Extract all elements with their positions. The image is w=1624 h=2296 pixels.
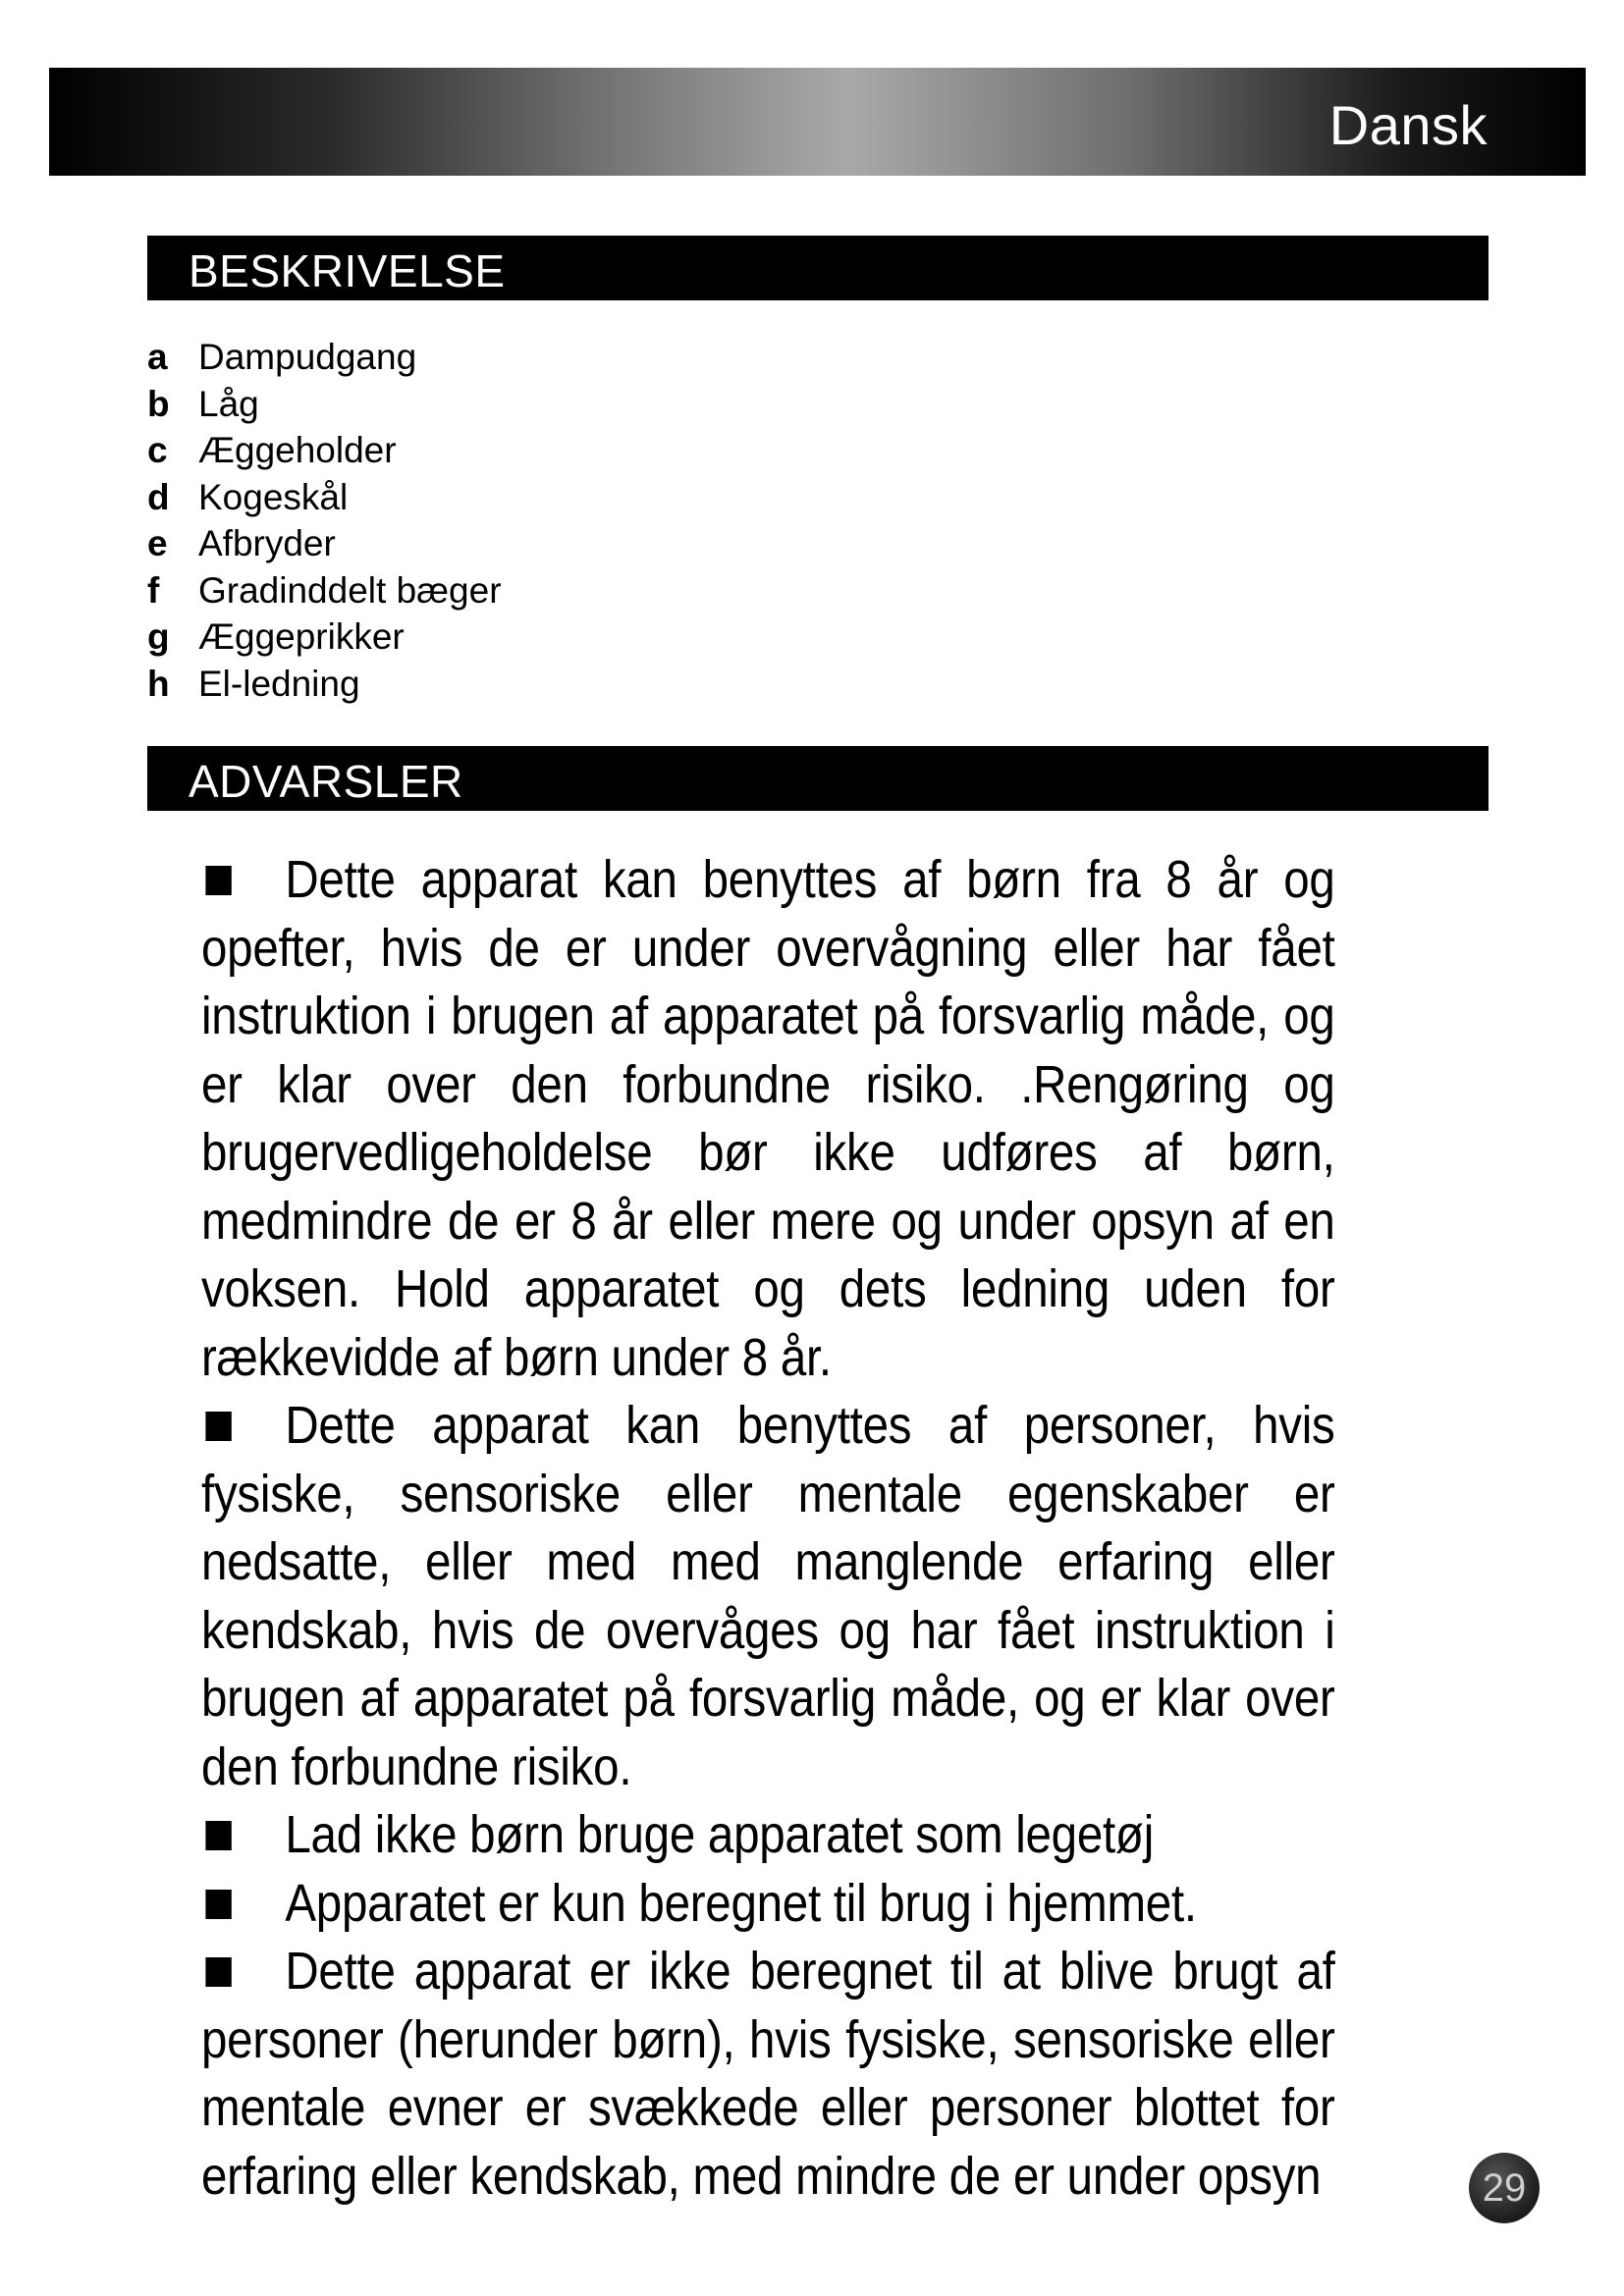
page-number: 29 — [1482, 2166, 1527, 2210]
square-bullet-icon — [205, 1890, 231, 1919]
item-letter: f — [147, 569, 160, 611]
list-item — [147, 427, 502, 474]
warnings-body — [201, 846, 1335, 2211]
item-letter: a — [147, 337, 168, 377]
list-item — [147, 381, 502, 428]
list-item — [147, 520, 502, 567]
item-label: El-ledning — [198, 663, 360, 704]
square-bullet-icon — [205, 1821, 231, 1850]
language-banner — [49, 68, 1586, 176]
warning-paragraph — [201, 1392, 1335, 1801]
parts-list — [147, 334, 502, 707]
item-label: Afbryder — [198, 523, 336, 563]
warning-text: Dette apparat kan benyttes af personer, hvis fysiske, sensoriske eller mentale egenskaber er nedsatte, eller med med manglende erfaring eller kendskab, hvis de overvåges og har fået instruktion i brugen af apparatet på forsvarlig måde, og er klar over den forbundne risiko. — [201, 1396, 1335, 1796]
item-label: Dampudgang — [198, 337, 417, 377]
square-bullet-icon — [205, 866, 231, 895]
list-item — [147, 661, 502, 708]
item-label: Låg — [198, 383, 259, 424]
item-letter: c — [147, 430, 168, 470]
item-label: Kogeskål — [198, 476, 349, 517]
warning-paragraph — [201, 846, 1335, 1392]
section-header-description — [147, 236, 1489, 300]
list-item — [147, 567, 502, 614]
page-number-badge — [1469, 2153, 1540, 2223]
warning-paragraph — [201, 1938, 1335, 2211]
item-label: Æggeholder — [198, 430, 397, 470]
square-bullet-icon — [205, 1957, 231, 1987]
warning-text: Dette apparat kan benyttes af børn fra 8 år og opefter, hvis de er under overvågning eller har fået instruktion i brugen af apparatet på forsvarlig måde, og er klar over den forbundne risiko. .Rengøring og brugervedligeholdelse bør ikke udføres af børn, medmindre de er 8 år eller mere og under opsyn af en voksen. Hold apparatet og dets ledning uden for rækkevidde af børn under 8 år. — [201, 850, 1335, 1387]
list-item — [147, 334, 502, 381]
warning-paragraph — [201, 1801, 1335, 1870]
section-title: BESKRIVELSE — [189, 245, 506, 296]
item-letter: b — [147, 383, 170, 424]
language-label: Dansk — [1328, 94, 1488, 156]
item-letter: e — [147, 523, 168, 563]
warning-text: Dette apparat er ikke beregnet til at blive brugt af personer (herunder børn), hvis fysiske, sensoriske eller mentale evner er svækkede eller personer blottet for erfaring eller kendskab, med mindre de er under opsyn — [201, 1942, 1335, 2206]
warning-text: Apparatet er kun beregnet til brug i hjemmet. — [285, 1873, 1197, 1933]
item-letter: d — [147, 476, 170, 517]
square-bullet-icon — [205, 1412, 231, 1441]
section-header-warnings — [147, 746, 1489, 811]
warning-paragraph — [201, 1870, 1335, 1939]
warning-text: Lad ikke børn bruge apparatet som legetøj — [285, 1805, 1154, 1864]
item-label: Gradinddelt bæger — [198, 569, 502, 611]
item-label: Æggeprikker — [198, 616, 405, 657]
item-letter: g — [147, 616, 170, 657]
item-letter: h — [147, 663, 170, 704]
list-item — [147, 474, 502, 521]
section-title: ADVARSLER — [189, 756, 463, 807]
list-item — [147, 614, 502, 661]
